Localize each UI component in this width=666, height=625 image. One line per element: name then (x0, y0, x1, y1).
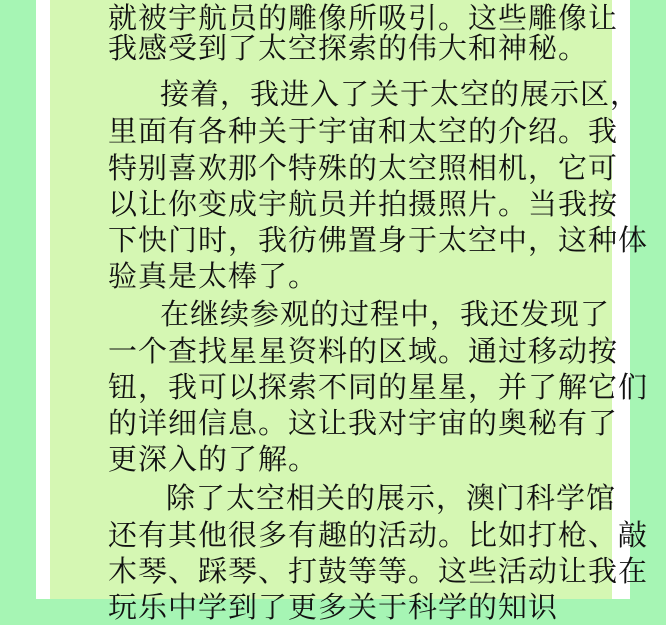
text-line: 还有其他很多有趣的活动。比如打枪、敲 (108, 518, 649, 552)
text-line: 特别喜欢那个特殊的太空照相机，它可 (108, 151, 619, 185)
text-line: 更深入的了解。 (108, 442, 319, 476)
paragraph-start-line: 接着，我进入了关于太空的展示区， (160, 77, 641, 111)
text-line: 的详细信息。这让我对宇宙的奥秘有了 (108, 406, 619, 440)
text-line: 一个查找星星资料的区域。通过移动按 (108, 334, 619, 368)
text-line: 我感受到了太空探索的伟大和神秘。 (108, 31, 589, 65)
text-line: 验真是太棒了。 (108, 259, 319, 293)
paragraph-start-line: 除了太空相关的展示，澳门科学馆 (166, 481, 617, 515)
text-line: 里面有各种关于宇宙和太空的介绍。我 (108, 114, 619, 148)
text-line: 下快门时，我彷佛置身于太空中，这种体 (108, 223, 649, 257)
text-line: 以让你变成宇航员并拍摄照片。当我按 (108, 187, 619, 221)
text-line: 就被宇航员的雕像所吸引。这些雕像让 (108, 1, 619, 35)
paragraph-start-line: 在继续参观的过程中，我还发现了 (160, 297, 611, 331)
text-line: 玩乐中学到了更多关于科学的知识 (108, 590, 559, 624)
text-line: 钮，我可以探索不同的星星，并了解它们 (108, 370, 649, 404)
article-panel (50, 0, 649, 624)
text-line: 木琴、踩琴、打鼓等等。这些活动让我在 (108, 554, 649, 588)
